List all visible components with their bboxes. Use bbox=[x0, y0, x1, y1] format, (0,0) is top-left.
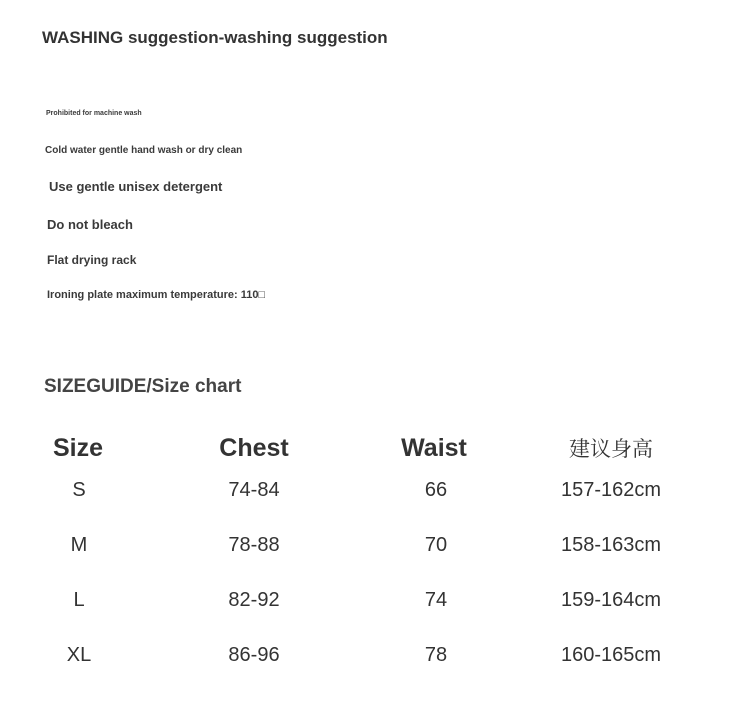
cell-chest: 86-96 bbox=[228, 644, 280, 666]
cell-waist: 70 bbox=[424, 534, 448, 556]
cell-size: XL bbox=[66, 644, 92, 666]
cell-waist: 74 bbox=[424, 589, 448, 611]
instruction-no-machine-wash: Prohibited for machine wash bbox=[46, 110, 142, 117]
size-guide-title: SIZEGUIDE/Size chart bbox=[44, 376, 242, 397]
cell-height: 159-164cm bbox=[560, 589, 662, 611]
header-waist: Waist bbox=[401, 434, 467, 462]
cell-size: M bbox=[70, 534, 88, 556]
cell-height: 157-162cm bbox=[560, 479, 662, 501]
cell-height: 160-165cm bbox=[560, 644, 662, 666]
cell-waist: 78 bbox=[424, 644, 448, 666]
header-size: Size bbox=[52, 434, 104, 462]
cell-waist: 66 bbox=[424, 479, 448, 501]
instruction-hand-wash: Cold water gentle hand wash or dry clean bbox=[45, 145, 243, 156]
cell-size: L bbox=[73, 589, 85, 611]
cell-chest: 74-84 bbox=[228, 479, 280, 501]
instruction-no-bleach: Do not bleach bbox=[47, 217, 133, 232]
instruction-ironing-temperature: Ironing plate maximum temperature: 110□ bbox=[47, 289, 266, 301]
washing-title: WASHING suggestion-washing suggestion bbox=[42, 28, 388, 47]
header-chest: Chest bbox=[219, 434, 289, 462]
instruction-flat-dry: Flat drying rack bbox=[47, 253, 137, 267]
cell-height: 158-163cm bbox=[560, 534, 662, 556]
cell-chest: 78-88 bbox=[228, 534, 280, 556]
cell-size: S bbox=[72, 479, 86, 501]
header-recommended-height: 建议身高 bbox=[569, 437, 653, 461]
cell-chest: 82-92 bbox=[228, 589, 280, 611]
instruction-detergent: Use gentle unisex detergent bbox=[49, 179, 223, 194]
